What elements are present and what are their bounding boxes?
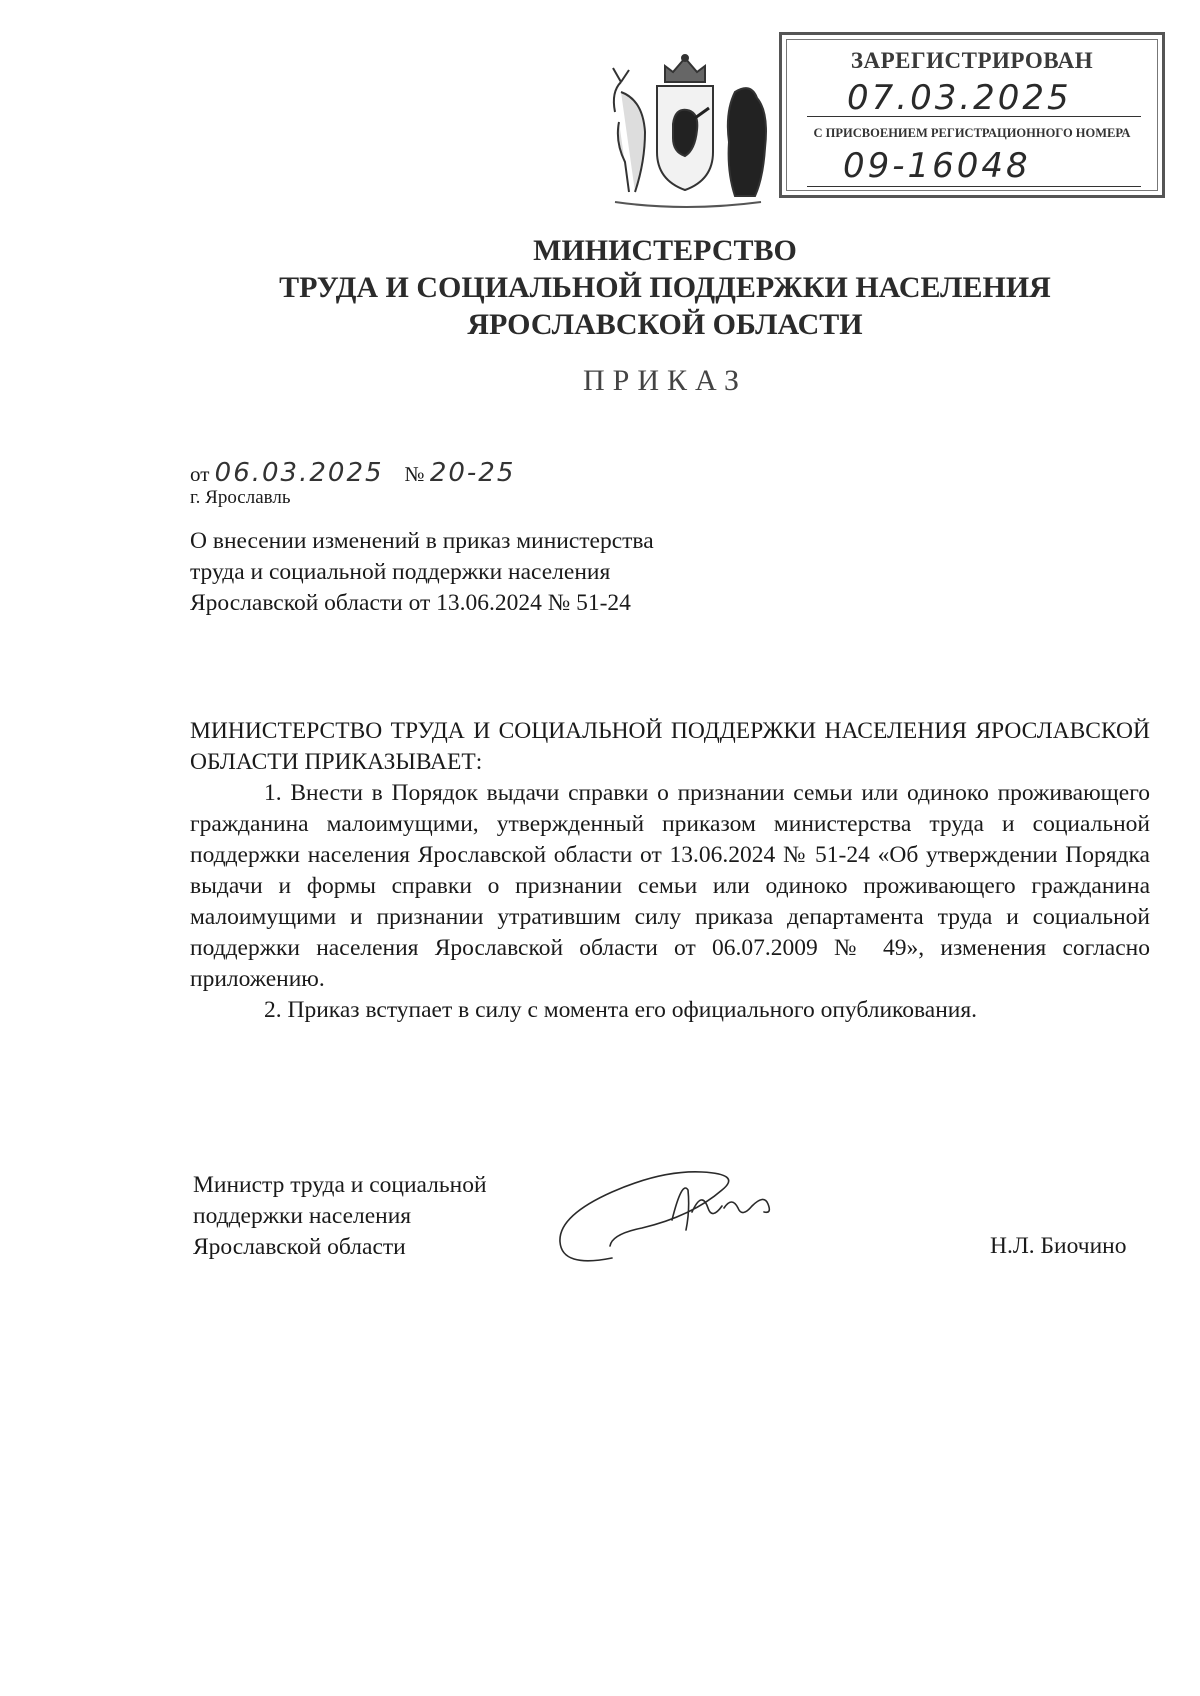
stamp-divider xyxy=(807,186,1141,187)
signer-position-line: Ярославской области xyxy=(193,1234,406,1260)
org-header-line: ТРУДА И СОЦИАЛЬНОЙ ПОДДЕРЖКИ НАСЕЛЕНИЯ xyxy=(279,271,1051,304)
stamp-inner-frame xyxy=(786,39,1158,191)
organization-header xyxy=(230,232,1100,343)
document-type: ПРИКАЗ xyxy=(583,364,747,397)
stamp-divider xyxy=(807,116,1141,117)
stamp-subtitle: С ПРИСВОЕНИЕМ РЕГИСТРАЦИОННОГО НОМЕРА xyxy=(813,126,1131,140)
number-prefix: № xyxy=(404,462,425,486)
stamp-date: 07.03.2025 xyxy=(847,78,1072,118)
org-header-line: МИНИСТЕРСТВО xyxy=(533,234,797,267)
order-number: 20-25 xyxy=(429,458,516,488)
signer-position xyxy=(193,1170,593,1263)
city: г. Ярославль xyxy=(190,487,291,508)
order-item-2: 2. Приказ вступает в силу с момента его официального опубликования. xyxy=(264,997,978,1023)
signer-position-line: поддержки населения xyxy=(193,1203,412,1229)
order-subject: О внесении изменений в приказ министерства труда и социальной поддержки населения Ярославской области от 13.06.2024 № 51-24 xyxy=(190,528,654,616)
stamp-registration-number: 09-16048 xyxy=(843,146,1031,186)
order-date: 06.03.2025 xyxy=(214,458,384,488)
handwritten-signature-icon xyxy=(552,1150,812,1270)
order-preamble: МИНИСТЕРСТВО ТРУДА И СОЦИАЛЬНОЙ ПОДДЕРЖКИ НАСЕЛЕНИЯ ЯРОСЛАВСКОЙ ОБЛАСТИ ПРИКАЗЫВАЕТ: xyxy=(190,718,1150,775)
signer-position-line: Министр труда и социальной xyxy=(193,1172,487,1198)
order-body xyxy=(190,716,1150,1026)
date-prefix: от xyxy=(190,462,210,486)
order-date-line xyxy=(190,458,515,488)
stamp-title: ЗАРЕГИСТРИРОВАН xyxy=(850,48,1094,73)
signer-name: Н.Л. Биочино xyxy=(990,1233,1127,1259)
order-item-1: 1. Внести в Порядок выдачи справки о признании семьи или одиноко проживающего гражданина малоимущими, утвержденный приказом министерства труда и социальной поддержки населения Ярославской области от 13.06.2024 № 51-24 «Об утверждении Порядка выдачи и формы справки о признании семьи или одиноко проживающего гражданина малоимущими и признании утратившим силу приказа департамента труда и социальной поддержки населения Ярославской области от 06.07.2009 № 49», изменения согласно приложению. xyxy=(190,780,1150,992)
registration-stamp xyxy=(779,32,1165,198)
coat-of-arms-icon xyxy=(585,52,785,212)
org-header-line: ЯРОСЛАВСКОЙ ОБЛАСТИ xyxy=(467,308,863,341)
